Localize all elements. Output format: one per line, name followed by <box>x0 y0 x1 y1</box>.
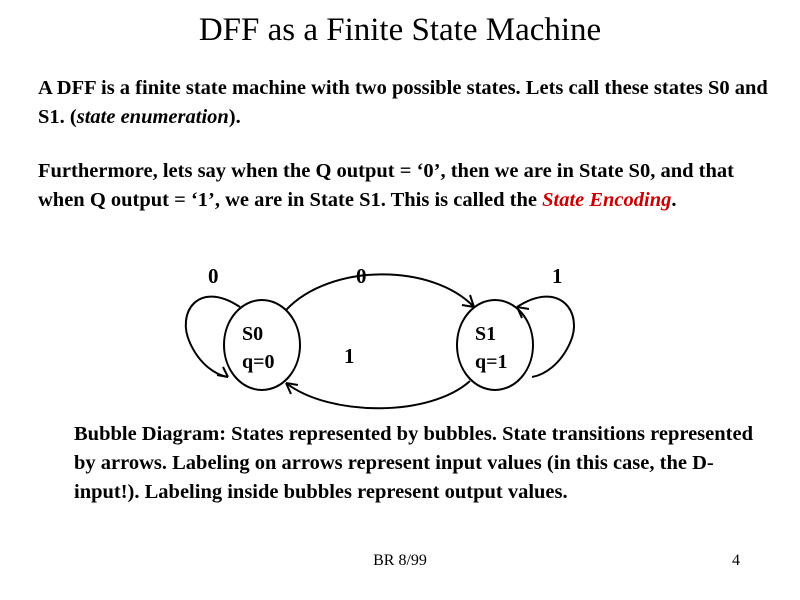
transition-label-s1-self: 1 <box>552 264 563 288</box>
paragraph2-emphasis: State Encoding <box>542 189 672 211</box>
paragraph1-text-part2: ). <box>228 106 241 128</box>
bubble-diagram <box>170 255 610 420</box>
page-title: DFF as a Finite State Machine <box>198 12 602 48</box>
paragraph-state-encoding <box>38 157 768 215</box>
diagram-caption: Bubble Diagram: States represented by bubbles. State transitions represented by arrows. Labeling on arrows represent input values (in this case, the D-input!). Labeling inside bubbles represent output values. <box>74 423 753 503</box>
paragraph2-text-part1: Furthermore, lets say when the Q output = ‘0’, then we are in State S0, and that when Q output = ‘1’, we are in State S1. This is called the <box>38 160 734 211</box>
paragraph-state-enumeration <box>38 74 768 132</box>
state-bubble-s1 <box>457 300 533 390</box>
state-name-s0: S0 <box>242 323 264 345</box>
transition-s0-self-loop <box>186 297 240 377</box>
transition-label-s0-self: 0 <box>208 264 219 288</box>
footer-attribution: BR 8/99 <box>373 552 427 569</box>
paragraph1-text-part1: A DFF is a finite state machine with two possible states. Lets call these states S0 and S1. ( <box>38 77 768 128</box>
state-bubble-s0 <box>224 300 300 390</box>
paragraph1-emphasis: state enumeration <box>76 106 229 128</box>
arrowhead-s1-self-loop <box>517 307 529 318</box>
transition-label-s0-to-s1: 0 <box>356 264 367 288</box>
state-name-s1: S1 <box>475 323 497 345</box>
state-output-s1: q=1 <box>475 351 508 373</box>
transition-label-s1-to-s0: 1 <box>344 344 355 368</box>
transition-s0-to-s1 <box>286 274 474 310</box>
paragraph2-text-part2: . <box>671 189 677 211</box>
arrowhead-s1-to-s0 <box>286 383 298 394</box>
state-output-s0: q=0 <box>242 351 275 373</box>
footer-page-number: 4 <box>732 552 740 569</box>
transition-s1-to-s0 <box>286 381 470 408</box>
arrowhead-s0-self-loop <box>217 367 228 377</box>
